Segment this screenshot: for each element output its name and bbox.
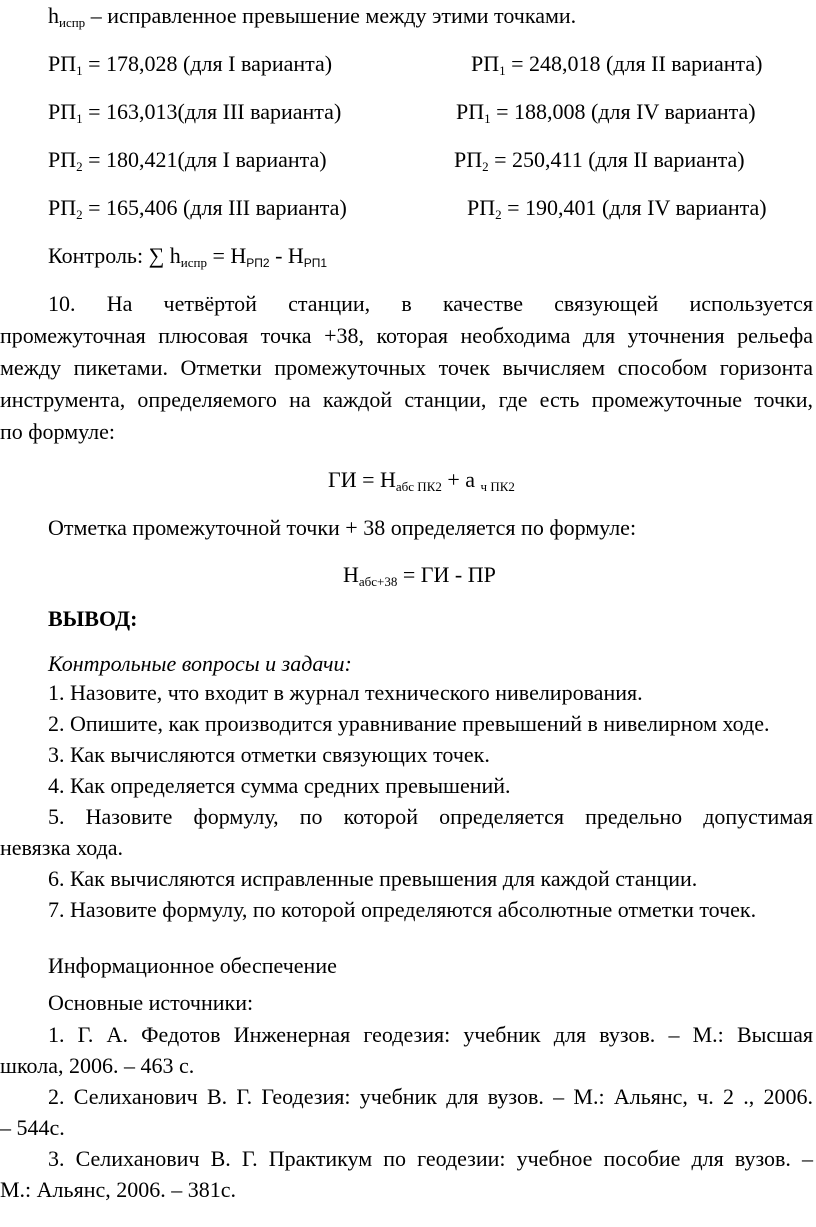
formula-intro: Отметка промежуточной точки + 38 определяется по формуле:: [48, 515, 637, 540]
control-subscript: испр: [180, 255, 207, 270]
rp-row-1-left: [48, 48, 332, 80]
item10-line: 10. На четвёртой станции, в качестве связующей используется: [48, 291, 813, 316]
rp-label: РП: [456, 99, 485, 124]
rp-value: = 163,013(для III варианта): [82, 99, 342, 124]
formula-text: = ГИ - ПР: [397, 562, 496, 587]
formula-text: + а: [441, 467, 481, 492]
question-item: 6. Как вычисляются исправленные превышения для каждой станции.: [48, 866, 698, 891]
rp-subscript: 1: [484, 111, 491, 126]
control-label: Контроль: ∑ h: [48, 243, 181, 268]
rp-value: = 250,411 (для II варианта): [488, 147, 745, 172]
rp-row-1-right: [471, 48, 762, 80]
formula-text: Н: [343, 562, 359, 587]
rp-label: РП: [471, 51, 500, 76]
conclusion-heading: ВЫВОД:: [48, 606, 138, 631]
control-text: - Н: [269, 243, 304, 268]
rp-value: = 165,406 (для III варианта): [82, 195, 347, 220]
rp-label: РП: [48, 147, 77, 172]
rp-row-4-left: [48, 192, 347, 224]
control-subscript: РП1: [303, 256, 328, 270]
formula-abs-mark: [343, 559, 496, 591]
rp-label: РП: [454, 147, 483, 172]
rp-value: = 180,421(для I варианта): [82, 147, 327, 172]
source-item-continuation: М.: Альянс, 2006. – 381с.: [0, 1177, 236, 1202]
rp-subscript: 1: [76, 63, 83, 78]
control-text: = Н: [206, 243, 247, 268]
rp-subscript: 2: [76, 159, 83, 174]
h-definition-line: [48, 0, 576, 32]
h-symbol: h: [48, 3, 59, 28]
question-item-continuation: невязка хода.: [0, 835, 124, 860]
rp-label: РП: [48, 99, 77, 124]
rp-value: = 178,028 (для I варианта): [82, 51, 333, 76]
rp-row-4-right: [467, 192, 767, 224]
sources-title: Основные источники:: [48, 990, 254, 1015]
question-item: 5. Назовите формулу, по которой определяется предельно допустимая: [48, 804, 813, 829]
rp-row-2-left: [48, 96, 341, 128]
rp-value: = 190,401 (для IV варианта): [501, 195, 767, 220]
question-item: 2. Опишите, как производится уравнивание превышений в нивелирном ходе.: [48, 711, 770, 736]
item10-line: инструмента, определяемого на каждой станции, где есть промежуточные точки,: [0, 387, 813, 412]
formula-gi: [328, 464, 515, 496]
rp-subscript: 2: [482, 159, 489, 174]
rp-value: = 188,008 (для IV варианта): [490, 99, 756, 124]
question-item: 3. Как вычисляются отметки связующих точек.: [48, 742, 490, 767]
formula-subscript: ч ПК2: [480, 479, 515, 494]
item10-line: по формуле:: [0, 419, 116, 444]
rp-subscript: 1: [499, 63, 506, 78]
rp-subscript: 2: [495, 207, 502, 222]
rp-label: РП: [48, 51, 77, 76]
question-item: 4. Как определяется сумма средних превышений.: [48, 773, 511, 798]
rp-row-2-right: [456, 96, 756, 128]
formula-subscript: абс+38: [358, 574, 398, 589]
rp-row-3-left: [48, 144, 327, 176]
item10-line: между пикетами. Отметки промежуточных точек вычисляем способом горизонта: [0, 355, 813, 380]
rp-label: РП: [467, 195, 496, 220]
source-item-continuation: школа, 2006. – 463 с.: [0, 1053, 195, 1078]
formula-subscript: абс ПК2: [395, 479, 442, 494]
control-formula: [48, 240, 327, 272]
source-item-continuation: – 544с.: [0, 1115, 65, 1140]
source-item: 3. Селиханович В. Г. Практикум по геодезии: учебное пособие для вузов. –: [48, 1146, 813, 1171]
info-title: Информационное обеспечение: [48, 953, 337, 978]
rp-label: РП: [48, 195, 77, 220]
formula-text: ГИ = Н: [328, 467, 396, 492]
rp-row-3-right: [454, 144, 745, 176]
source-item: 1. Г. А. Федотов Инженерная геодезия: учебник для вузов. – М.: Высшая: [48, 1022, 813, 1047]
h-subscript: испр: [59, 15, 86, 30]
item10-line: промежуточная плюсовая точка +38, которая необходима для уточнения рельефа: [0, 323, 813, 348]
rp-value: = 248,018 (для II варианта): [505, 51, 763, 76]
h-definition-text: – исправленное превышение между этими точками.: [85, 3, 577, 28]
questions-title: Контрольные вопросы и задачи:: [48, 651, 352, 676]
control-subscript: РП2: [246, 256, 270, 270]
question-item: 7. Назовите формулу, по которой определяются абсолютные отметки точек.: [48, 897, 757, 922]
question-item: 1. Назовите, что входит в журнал технического нивелирования.: [48, 680, 643, 705]
rp-subscript: 1: [76, 111, 83, 126]
rp-subscript: 2: [76, 207, 83, 222]
source-item: 2. Селиханович В. Г. Геодезия: учебник для вузов. – М.: Альянс, ч. 2 ., 2006.: [48, 1084, 813, 1109]
